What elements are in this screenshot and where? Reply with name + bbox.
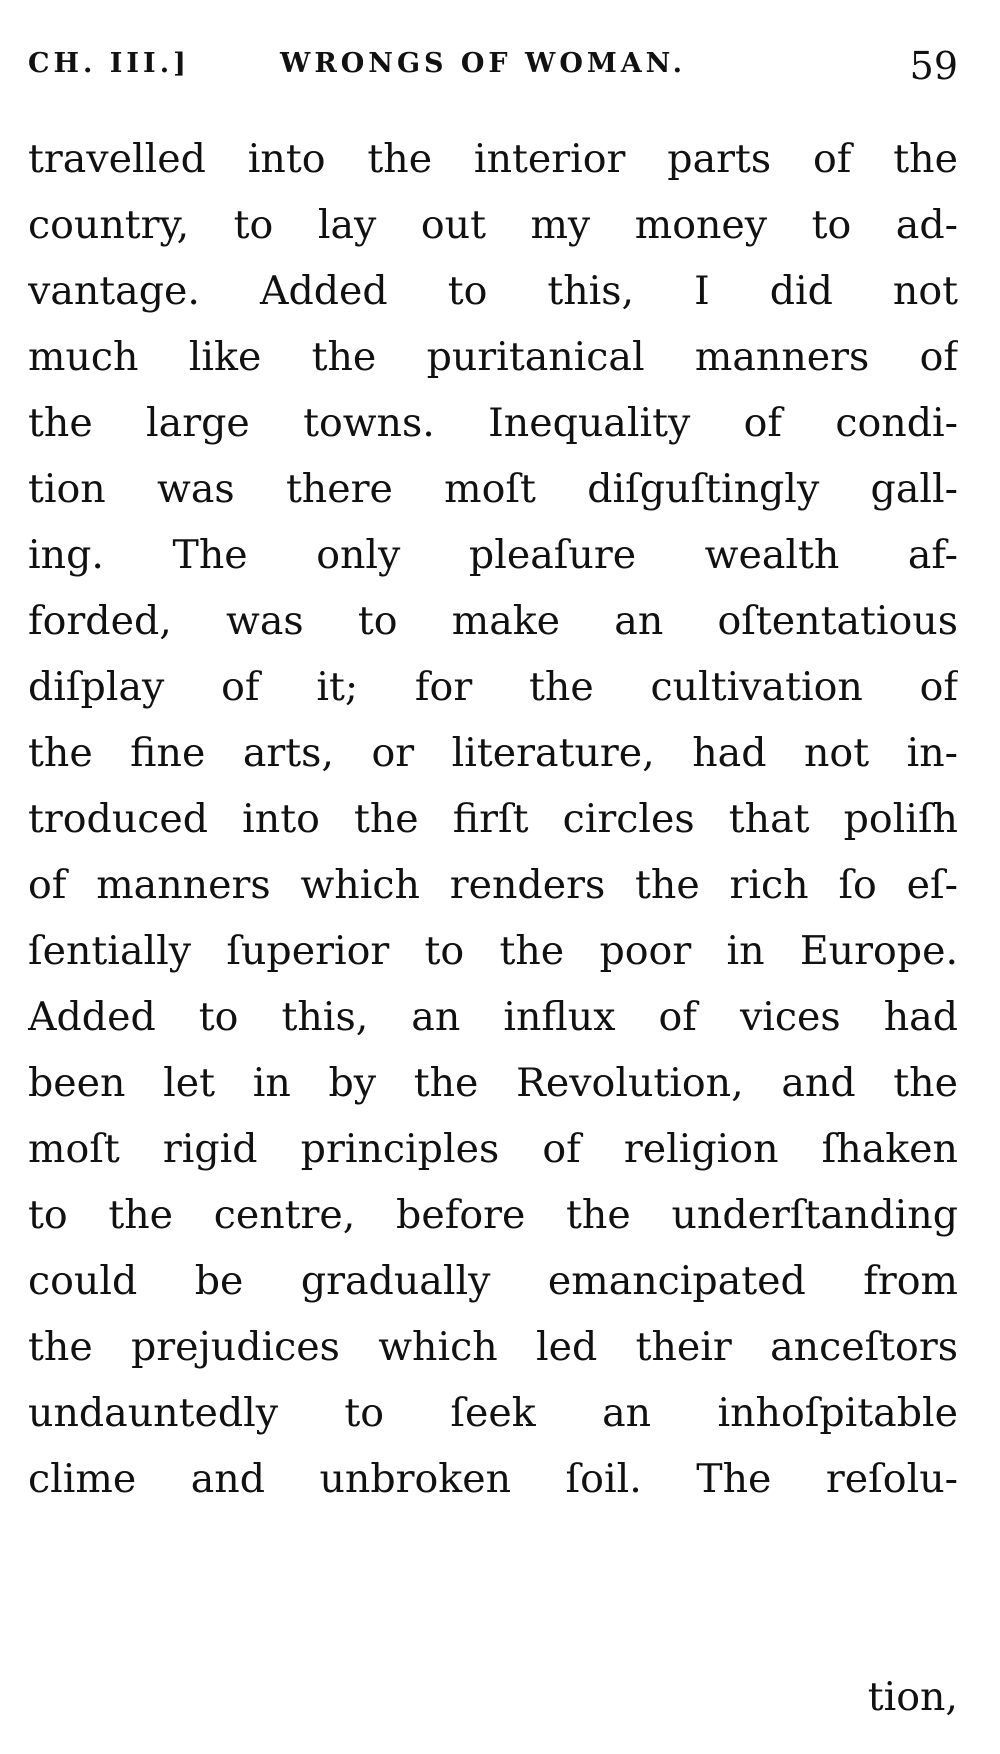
catchword: tion, [867,1674,958,1720]
text-line: clime and unbroken ſoil. The reſolu- [28,1456,958,1502]
text-line: much like the puritanical manners of [28,334,958,380]
text-line: of manners which renders the rich ſo eſ- [28,862,958,908]
running-head [28,44,958,104]
text-line: moſt rigid principles of religion ſhaken [28,1126,958,1172]
text-line: ing. The only pleaſure wealth af- [28,532,958,578]
body-text [28,126,958,1512]
text-line: forded, was to make an oſtentatious [28,598,958,644]
text-line: tion was there moſt diſguſtingly gall- [28,466,958,512]
text-line: ſentially ſuperior to the poor in Europe. [28,928,958,974]
running-title: WRONGS OF WOMAN. [280,48,687,79]
text-line: troduced into the firſt circles that poliſh [28,796,958,842]
page-number: 59 [909,44,958,88]
text-line: Added to this, an influx of vices had [28,994,958,1040]
text-line: to the centre, before the underſtanding [28,1192,958,1238]
text-line: diſplay of it; for the cultivation of [28,664,958,710]
text-line: the large towns. Inequality of condi- [28,400,958,446]
text-line: travelled into the interior parts of the [28,136,958,182]
text-line: vantage. Added to this, I did not [28,268,958,314]
text-line: been let in by the Revolution, and the [28,1060,958,1106]
text-line: undauntedly to ſeek an inhoſpitable [28,1390,958,1436]
text-line: the fine arts, or literature, had not in- [28,730,958,776]
chapter-marker: CH. III.] [28,48,190,79]
text-line: the prejudices which led their anceſtors [28,1324,958,1370]
text-line: country, to lay out my money to ad- [28,202,958,248]
text-line: could be gradually emancipated from [28,1258,958,1304]
